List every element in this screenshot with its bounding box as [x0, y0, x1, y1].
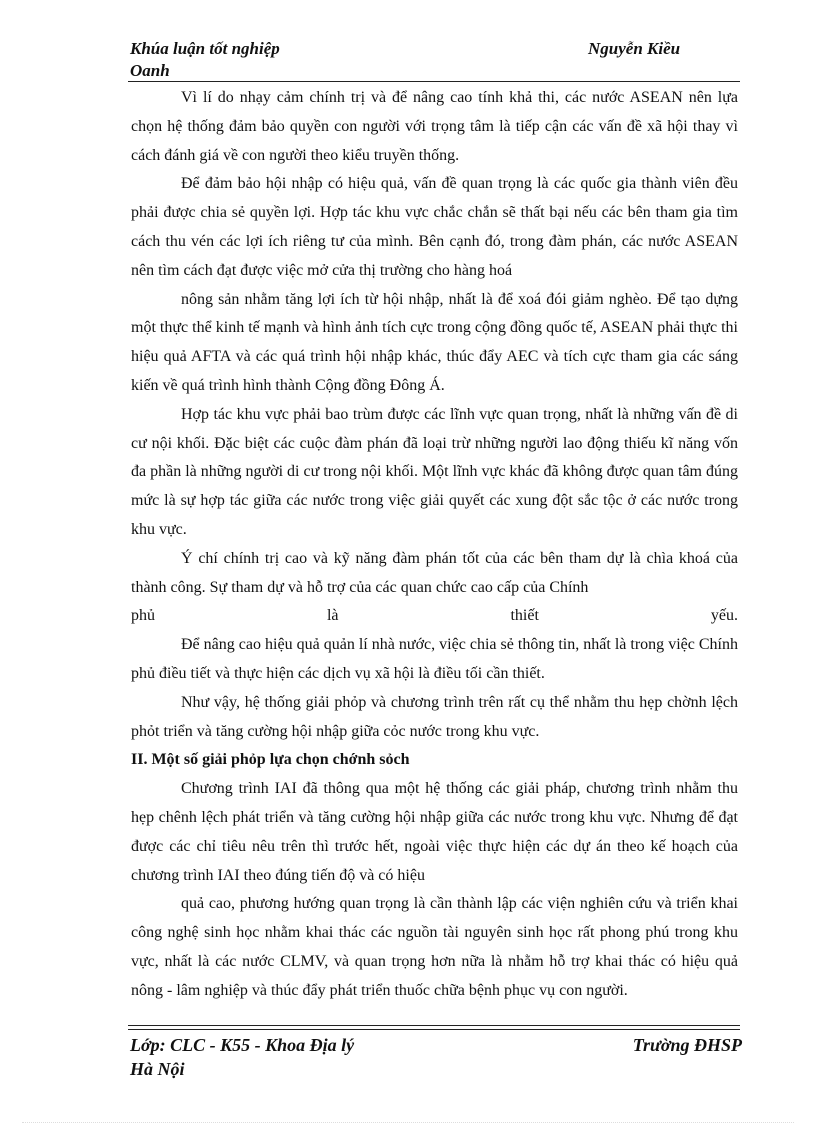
paragraph: phủ là thiết yếu. [131, 607, 738, 625]
footer-divider [128, 1025, 740, 1026]
header-divider [128, 81, 740, 82]
paragraph: quả cao, phương hướng quan trọng là cần thành lập các viện nghiên cứu và triển khai công nghệ sinh học nhằm khai thác các nguồn tài nguyên sinh học rất phong phú trong khu vực, nhất là các nước CLMV, và quan trọng hơn nữa là nhằm hỗ trợ khai thác có hiệu quả nông - lâm nghiệp và thúc đẩy phát triển thuốc chữa bệnh phục vụ con người. [131, 895, 738, 999]
footer-class: Lớp: CLC - K55 - Khoa Địa lý [130, 1035, 355, 1055]
paragraph: Ý chí chính trị cao và kỹ năng đàm phán tốt của các bên tham dự là chìa khoá của thành công. Sự tham dự và hỗ trợ của các quan chức cao cấp của Chính [131, 549, 738, 596]
paragraph: Hợp tác khu vực phải bao trùm được các lĩnh vực quan trọng, nhất là những vấn đề di cư nội khối. Đặc biệt các cuộc đàm phán đã loại trừ những người lao động thiếu kĩ năng vốn đa phần là những người di cư trong nội khối. Một lĩnh vực khác đã không được quan tâm đúng mức là sự hợp tác giữa các nước trong việc giải quyết các xung đột sắc tộc ở các nước trong khu vực. [131, 405, 738, 538]
paragraph: Để nâng cao hiệu quả quản lí nhà nước, việc chia sẻ thông tin, nhất là trong việc Chính phủ điều tiết và thực hiện các dịch vụ xã hội là điều tối cần thiết. [131, 636, 738, 682]
header-author-cont: Oanh [130, 61, 170, 80]
footer-school: Trường ĐHSP [632, 1035, 742, 1055]
paragraph: Vì lí do nhạy cảm chính trị và để nâng cao tính khả thi, các nước ASEAN nên lựa chọn hệ thống đảm bảo quyền con người với trọng tâm là tiếp cận các vấn đề xã hội thay vì cách đánh giá về con người theo kiểu truyền thống. [131, 89, 738, 164]
footer-city: Hà Nội [130, 1059, 185, 1079]
page-footer [130, 1034, 742, 1084]
section-heading: II. Một số giải phỏp lựa chọn chớnh sỏch [131, 751, 410, 769]
document-body [131, 84, 738, 1006]
paragraph: Để đảm bảo hội nhập có hiệu quả, vấn đề quan trọng là các quốc gia thành viên đều phải được chia sẻ quyền lợi. Hợp tác khu vực chắc chắn sẽ thất bại nếu các bên tham gia tìm cách thu vén các lợi ích riêng tư của mình. Bên cạnh đó, trong đàm phán, các nước ASEAN nên tìm cách đạt được việc mở cửa thị trường cho hàng hoá [131, 175, 738, 279]
header-thesis-title: Khúa luận tốt nghiệp [130, 39, 280, 58]
header-author: Nguyễn Kiều [588, 39, 681, 58]
paragraph: Như vậy, hệ thống giải phỏp và chương trình trên rất cụ thể nhằm thu hẹp chờnh lệch phỏt triển và tăng cường hội nhập giữa cỏc nước trong khu vực. [131, 693, 738, 740]
paragraph: nông sản nhằm tăng lợi ích từ hội nhập, nhất là để xoá đói giảm nghèo. Để tạo dựng một thực thể kinh tế mạnh và hình ảnh tích cực trong cộng đồng quốc tế, ASEAN phải thực thi hiệu quả AFTA và các quá trình hội nhập khác, thúc đẩy AEC và tích cực tham gia các sáng kiến về quá trình hình thành Cộng đồng Đông Á. [131, 290, 738, 394]
paragraph: Chương trình IAI đã thông qua một hệ thống các giải pháp, chương trình nhằm thu hẹp chênh lệch phát triển và tăng cường hội nhập giữa các nước trong khu vực. Nhưng để đạt được các chỉ tiêu nêu trên thì trước hết, ngoài việc thực hiện các dự án theo kế hoạch của chương trình IAI theo đúng tiến độ và có hiệu [131, 780, 738, 884]
footer-divider [128, 1029, 740, 1030]
page-header [130, 38, 740, 82]
